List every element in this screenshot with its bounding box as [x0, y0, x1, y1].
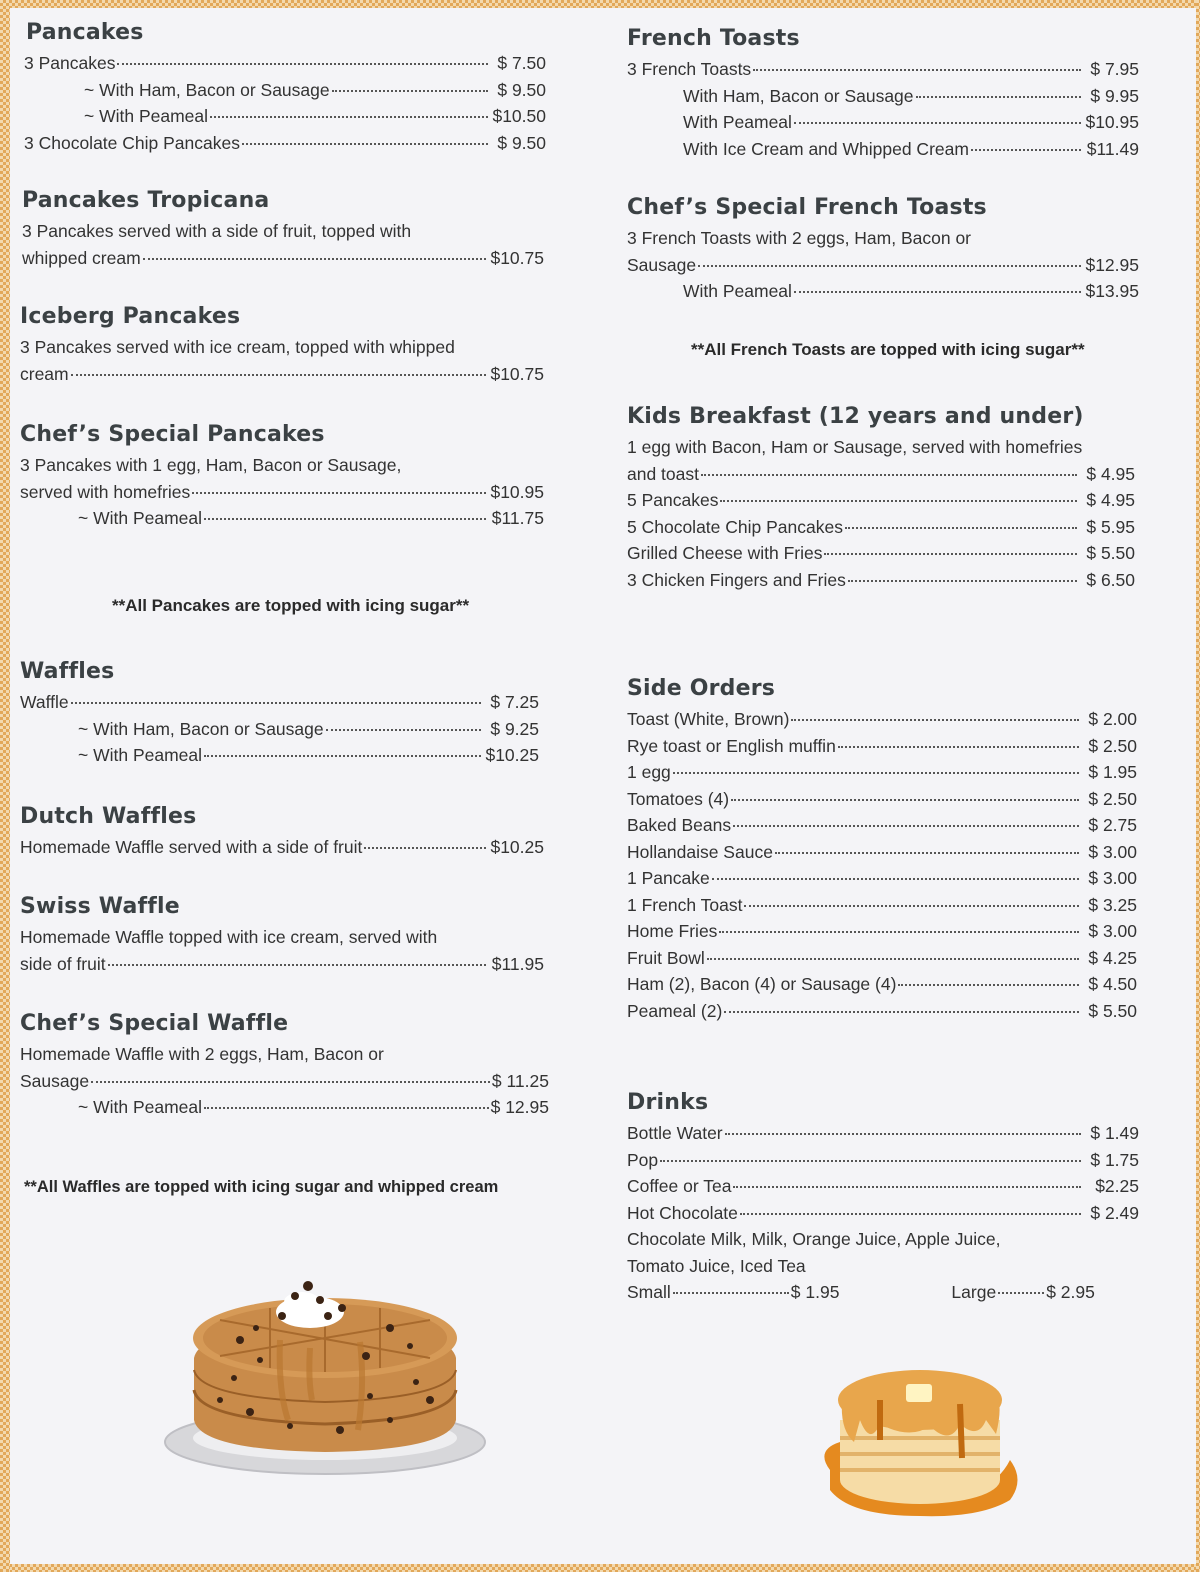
menu-item: Homemade Waffle served with a side of fruit $10.25	[20, 837, 544, 857]
pancake-note: **All Pancakes are topped with icing sugar**	[112, 596, 470, 615]
menu-item: served with homefries $10.95	[20, 481, 544, 502]
menu-item: Sausage $12.95	[627, 254, 1139, 275]
chef-pancakes-section	[20, 420, 544, 532]
chef-french-section	[627, 193, 1139, 305]
dutch-section	[20, 802, 544, 861]
menu-item: 1 French Toast $ 3.25	[627, 894, 1137, 915]
pancakes-section	[26, 18, 546, 156]
section-heading: Swiss Waffle	[20, 894, 180, 919]
menu-item: Hollandaise Sauce $ 3.00	[627, 841, 1137, 862]
menu-item: ~ With Peameal $ 12.95	[78, 1097, 549, 1117]
section-heading: Chef’s Special Pancakes	[20, 422, 325, 447]
checkered-border-bottom	[0, 1564, 1200, 1572]
item-description: 3 French Toasts with 2 eggs, Ham, Bacon or	[627, 228, 972, 248]
item-description: Homemade Waffle topped with ice cream, served with	[20, 927, 438, 947]
menu-item: 3 Chicken Fingers and Fries $ 6.50	[627, 569, 1135, 590]
section-heading: Pancakes Tropicana	[22, 188, 270, 213]
section-heading: Side Orders	[627, 676, 776, 701]
waffle-illustration	[160, 1270, 490, 1480]
small-price: Small $ 1.95	[627, 1282, 840, 1302]
item-description: Tomato Juice, Iced Tea	[627, 1255, 806, 1276]
iceberg-section	[20, 302, 544, 387]
section-heading: Waffles	[20, 659, 115, 684]
menu-item: 5 Pancakes $ 4.95	[627, 490, 1135, 510]
menu-item: Bottle Water $ 1.49	[627, 1123, 1139, 1143]
menu-item: Peameal (2) $ 5.50	[627, 1000, 1137, 1021]
section-heading: Dutch Waffles	[20, 804, 197, 829]
large-price: Large $ 2.95	[951, 1282, 1095, 1302]
menu-item: 5 Chocolate Chip Pancakes $ 5.95	[627, 516, 1135, 537]
side-orders-section	[627, 674, 1137, 1024]
section-heading: Chef’s Special Waffle	[20, 1011, 289, 1036]
item-description: Homemade Waffle with 2 eggs, Ham, Bacon or	[20, 1044, 384, 1064]
menu-item: ~ With Peameal $11.75	[78, 508, 544, 528]
checkered-border-top	[0, 0, 1200, 8]
waffles-section	[20, 657, 539, 769]
section-heading: Pancakes	[26, 20, 144, 45]
item-description: 3 Pancakes served with ice cream, topped with whipped	[20, 337, 455, 357]
menu-item: cream $10.75	[20, 363, 544, 384]
drinks-section	[627, 1088, 1139, 1306]
menu-item: Rye toast or English muffin $ 2.50	[627, 735, 1137, 756]
menu-item: With Peameal $13.95	[683, 281, 1139, 301]
menu-item: 3 Pancakes $ 7.50	[24, 53, 546, 73]
waffle-note: **All Waffles are topped with icing sugar and whipped cream	[24, 1178, 499, 1196]
section-heading: Drinks	[627, 1090, 709, 1115]
item-description: 3 Pancakes with 1 egg, Ham, Bacon or Sausage,	[20, 455, 402, 475]
menu-item: 3 Chocolate Chip Pancakes $ 9.50	[24, 132, 546, 153]
french-toasts-section	[627, 24, 1139, 162]
menu-item: With Ham, Bacon or Sausage $ 9.95	[683, 85, 1139, 106]
section-heading: Chef’s Special French Toasts	[627, 195, 987, 220]
menu-item: Fruit Bowl $ 4.25	[627, 947, 1137, 968]
menu-item: ~ With Peameal $10.50	[84, 106, 546, 126]
checkered-border-left	[0, 0, 10, 1572]
menu-item: Baked Beans $ 2.75	[627, 815, 1137, 835]
pancakes-illustration	[810, 1350, 1030, 1520]
menu-item: With Peameal $10.95	[683, 112, 1139, 132]
menu-item: whipped cream $10.75	[22, 247, 544, 268]
tropicana-section	[22, 186, 544, 271]
menu-item: Tomatoes (4) $ 2.50	[627, 788, 1137, 809]
menu-item: Waffle $ 7.25	[20, 692, 539, 712]
kids-section	[627, 402, 1135, 593]
menu-item: Toast (White, Brown) $ 2.00	[627, 709, 1137, 729]
checkered-border-right	[1196, 0, 1200, 1572]
item-description: 1 egg with Bacon, Ham or Sausage, served with homefries	[627, 437, 1083, 457]
french-note: **All French Toasts are topped with icing sugar**	[691, 340, 1085, 359]
menu-item: 3 French Toasts $ 7.95	[627, 59, 1139, 79]
menu-item: With Ice Cream and Whipped Cream $11.49	[683, 138, 1139, 159]
section-heading: Iceberg Pancakes	[20, 304, 241, 329]
menu-item: ~ With Peameal $10.25	[78, 745, 539, 765]
item-description: Chocolate Milk, Milk, Orange Juice, Apple Juice,	[627, 1229, 1001, 1249]
menu-item: and toast $ 4.95	[627, 463, 1135, 484]
menu-item: Pop $ 1.75	[627, 1149, 1139, 1170]
chef-waffle-section	[20, 1009, 549, 1121]
menu-item: ~ With Ham, Bacon or Sausage $ 9.25	[78, 718, 539, 739]
item-description: 3 Pancakes served with a side of fruit, topped with	[22, 221, 412, 241]
menu-item: 1 Pancake $ 3.00	[627, 868, 1137, 888]
menu-item: Home Fries $ 3.00	[627, 921, 1137, 941]
menu-item: Grilled Cheese with Fries $ 5.50	[627, 543, 1135, 563]
swiss-section	[20, 892, 544, 977]
menu-item: Sausage $ 11.25	[20, 1070, 549, 1091]
menu-item: Ham (2), Bacon (4) or Sausage (4) $ 4.50	[627, 974, 1137, 994]
menu-item: Hot Chocolate $ 2.49	[627, 1202, 1139, 1223]
menu-item: Coffee or Tea $2.25	[627, 1176, 1139, 1196]
menu-item: ~ With Ham, Bacon or Sausage $ 9.50	[84, 79, 546, 100]
section-heading: Kids Breakfast (12 years and under)	[627, 404, 1084, 429]
menu-item: side of fruit $11.95	[20, 953, 544, 974]
section-heading: French Toasts	[627, 26, 800, 51]
menu-item: 1 egg $ 1.95	[627, 762, 1137, 782]
drink-size-row	[627, 1279, 1139, 1306]
